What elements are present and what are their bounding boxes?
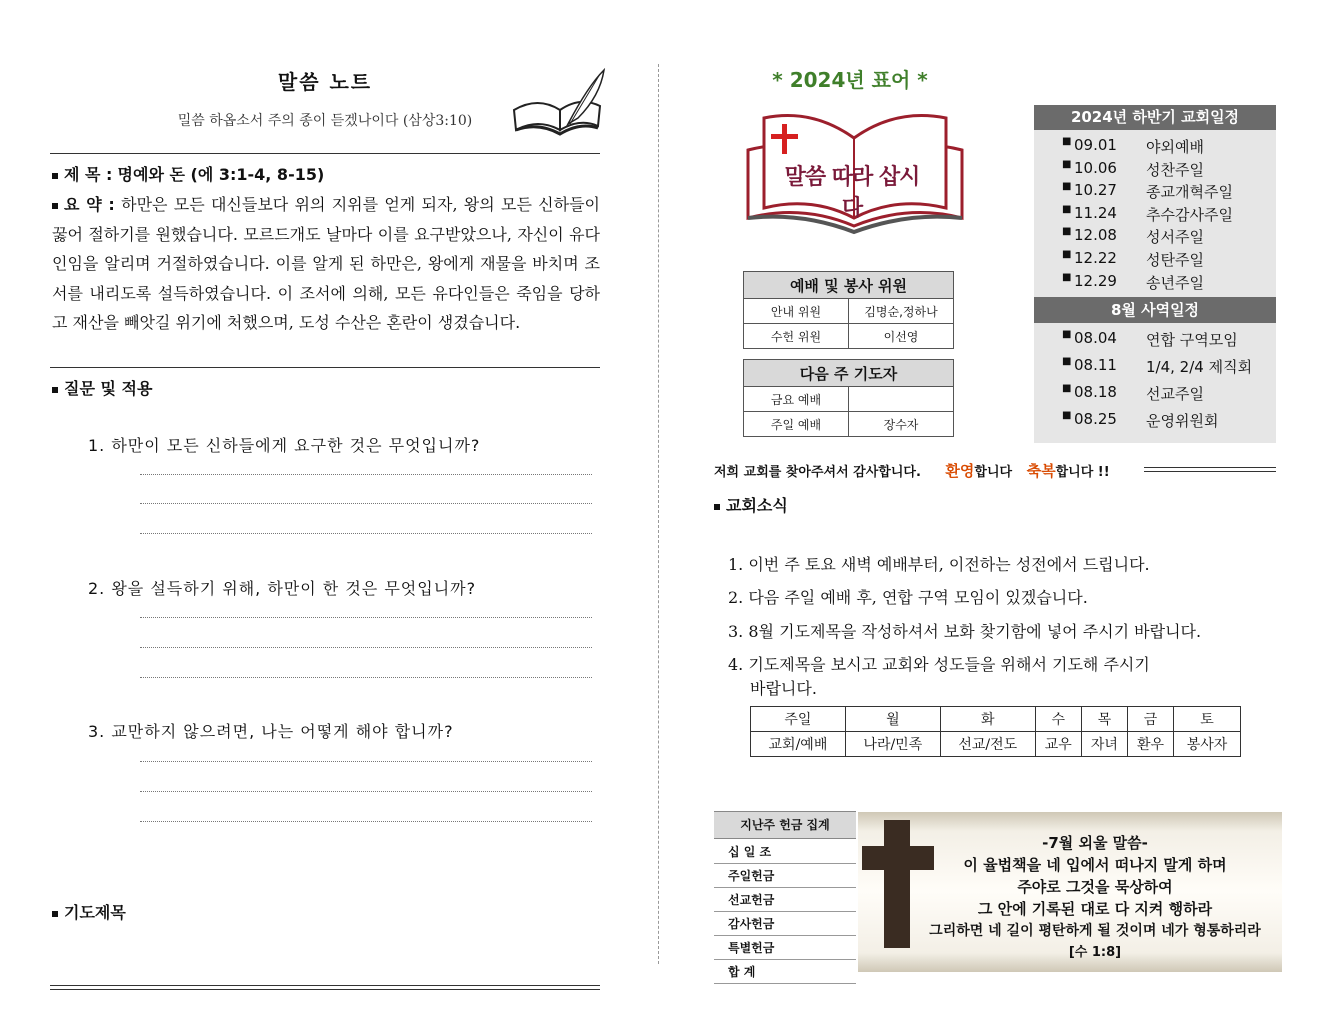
- committee-person: 김명순,정하나: [849, 299, 954, 324]
- questions-heading: 질문 및 적용: [52, 376, 152, 399]
- memory-verse-text: [900, 832, 1290, 964]
- bullet-icon: [52, 911, 58, 917]
- committee-person: 이선영: [849, 324, 954, 349]
- motto-book-text: 말씀 따라 삽시다: [784, 165, 920, 221]
- news-item-cont: 바랍니다.: [750, 679, 817, 698]
- memory-line: 그리하면 네 길이 평탄하게 될 것이며 네가 형통하리라: [929, 923, 1261, 939]
- august-item: ■ 08.04 연합 구역모임: [1062, 329, 1238, 350]
- calendar-item: ■ 10.27 종교개혁주일: [1062, 181, 1233, 202]
- calendar-title: 2024년 하반기 교회일정: [1034, 105, 1276, 130]
- bullet-icon: [52, 173, 58, 179]
- answer-line[interactable]: [140, 533, 592, 534]
- calendar-item: ■ 12.08 성서주일: [1062, 226, 1204, 247]
- page-divider: [658, 64, 659, 964]
- memory-line: 주야로 그것을 묵상하여: [1017, 878, 1173, 896]
- prayer-service: 주일 예배: [744, 412, 849, 437]
- summary-text: 하만은 모든 대신들보다 위의 지위를 얻게 되자, 왕의 모든 신하들이 꿇어 절하기를 원했습니다. 모르드개도 날마다 이를 요구받았으나, 자신이 유다인임을 알리며 거절하였습니다. 이를 알게 된 하만은, 왕에게 재물을 바치며 조서를 내리도록 설득하였습니다. 이 조서에 의해, 모든 유다인들은 죽임을 당하고 재산을 빼앗길 위기에 처했으며, 도성 수산은 혼란이 생겼습니다.: [52, 195, 600, 332]
- committee-role: 수헌 위원: [744, 324, 849, 349]
- welcome-prefix: 저희 교회를 찾아주셔서 감사합니다.: [714, 465, 921, 480]
- bottom-line: [50, 985, 600, 986]
- offering-row: 선교헌금: [714, 888, 856, 912]
- schedule-panel: [1034, 105, 1276, 443]
- weekday: 화: [940, 707, 1035, 732]
- offering-row: 감사헌금: [714, 912, 856, 936]
- prayer-heading: 기도제목: [52, 900, 126, 923]
- calendar-item: ■ 12.29 송년주일: [1062, 271, 1204, 292]
- welcome-line: 저희 교회를 찾아주셔서 감사합니다. 환영합니다 축복합니다 !!: [714, 462, 1110, 480]
- calendar-item: ■ 12.22 성탄주일: [1062, 248, 1204, 269]
- answer-line[interactable]: [140, 791, 592, 792]
- prayer-table-title: 다음 주 기도자: [744, 360, 954, 387]
- answer-line[interactable]: [140, 474, 592, 475]
- memory-line: 이 율법책을 네 입에서 떠나지 말게 하며: [963, 856, 1227, 874]
- answer-line[interactable]: [140, 821, 592, 822]
- august-item: ■ 08.18 선교주일: [1062, 383, 1204, 404]
- weekday-topic: 환우: [1127, 732, 1173, 757]
- weekday: 월: [845, 707, 940, 732]
- question-3: 3. 교만하지 않으려면, 나는 어떻게 해야 합니까?: [88, 722, 454, 741]
- memory-line: 그 안에 기록된 대로 다 지켜 행하라: [977, 900, 1213, 918]
- prayer-person: [849, 387, 954, 412]
- memory-ref: [수 1:8]: [1068, 945, 1122, 960]
- news-item: 3. 8월 기도제목을 작성하셔서 보화 찾기함에 넣어 주시기 바랍니다.: [728, 622, 1202, 641]
- blessing-word: 축복: [1026, 462, 1056, 480]
- offering-row: 십 일 조: [714, 840, 856, 864]
- august-title: 8월 사역일정: [1034, 297, 1276, 323]
- news-item: 2. 다음 주일 예배 후, 연합 구역 모임이 있겠습니다.: [728, 588, 1088, 607]
- offering-row: 합 계: [714, 960, 856, 984]
- divider-line: [50, 153, 600, 154]
- subject-label: 제 목 :: [64, 165, 113, 184]
- weekday-topic: 봉사자: [1174, 732, 1241, 757]
- calendar-item: ■ 10.06 성찬주일: [1062, 158, 1204, 179]
- calendar-item: ■ 09.01 야외예배: [1062, 136, 1204, 156]
- bottom-line: [50, 989, 600, 990]
- weekday: 금: [1127, 707, 1173, 732]
- news-heading: 교회소식: [714, 493, 788, 516]
- news-item: 1. 이번 주 토요 새벽 예배부터, 이전하는 성전에서 드립니다.: [728, 555, 1150, 574]
- summary-label: 요 약 :: [64, 195, 115, 214]
- summary-block: [52, 190, 600, 338]
- bullet-icon: [52, 387, 58, 393]
- august-item: ■ 08.25 운영위원회: [1062, 410, 1219, 431]
- offering-row: 특별헌금: [714, 936, 856, 960]
- welcome-rule: [1144, 471, 1276, 472]
- memory-title: -7월 외울 말씀-: [1042, 834, 1148, 852]
- weekday: 토: [1174, 707, 1241, 732]
- next-prayer-table: [743, 359, 954, 437]
- answer-line[interactable]: [140, 617, 592, 618]
- answer-line[interactable]: [140, 647, 592, 648]
- weekday: 수: [1035, 707, 1081, 732]
- welcome-rule: [1144, 467, 1276, 468]
- subject-text: 명예와 돈 (에 3:1-4, 8-15): [117, 165, 325, 184]
- welcome-word: 환영: [945, 462, 975, 480]
- prayer-person: 장수자: [849, 412, 954, 437]
- answer-line[interactable]: [140, 761, 592, 762]
- page-title: 말씀 노트: [277, 70, 373, 94]
- bullet-icon: [52, 203, 58, 209]
- divider-line: [50, 367, 600, 368]
- header-verse: 밀씀 하옵소서 주의 종이 듣겠나이다 (삼상3:10): [177, 113, 473, 129]
- prayer-service: 금요 예배: [744, 387, 849, 412]
- subject-line: [52, 162, 324, 185]
- calendar-item: ■ 11.24 추수감사주일: [1062, 203, 1233, 224]
- committee-role: 안내 위원: [744, 299, 849, 324]
- weekday-topic: 교우: [1035, 732, 1081, 757]
- offering-table: [714, 840, 856, 984]
- offering-row: 주일헌금: [714, 864, 856, 888]
- weekday: 주일: [751, 707, 846, 732]
- answer-line[interactable]: [140, 503, 592, 504]
- weekday-topic: 나라/민족: [845, 732, 940, 757]
- news-item: 4. 기도제목을 보시고 교회와 성도들을 위해서 기도해 주시기: [728, 655, 1150, 674]
- weekday: 목: [1081, 707, 1127, 732]
- committee-title: 예배 및 봉사 위원: [744, 272, 954, 299]
- motto-heading: * 2024년 표어 *: [772, 68, 928, 92]
- question-1: 1. 하만이 모든 신하들에게 요구한 것은 무엇입니까?: [88, 436, 481, 455]
- worship-committee-table: [743, 271, 954, 349]
- august-item: ■ 08.11 1/4, 2/4 제직회: [1062, 356, 1253, 377]
- weekday-prayer-table: [750, 706, 1241, 757]
- bullet-icon: [714, 504, 720, 510]
- weekday-topic: 자녀: [1081, 732, 1127, 757]
- offering-title: 지난주 헌금 집계: [714, 811, 856, 839]
- weekday-topic: 교회/예배: [751, 732, 846, 757]
- question-2: 2. 왕을 설득하기 위해, 하만이 한 것은 무엇입니까?: [88, 579, 477, 598]
- weekday-topic: 선교/전도: [940, 732, 1035, 757]
- book-feather-icon: [508, 66, 608, 144]
- answer-line[interactable]: [140, 677, 592, 678]
